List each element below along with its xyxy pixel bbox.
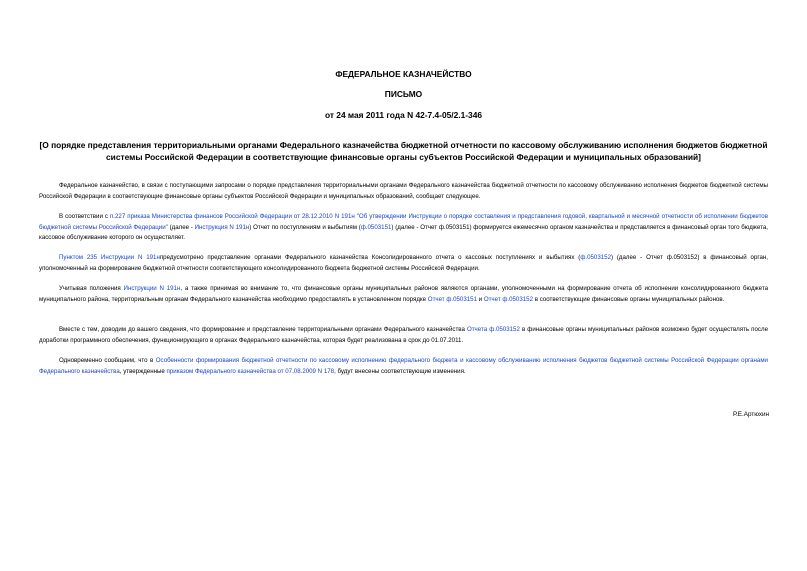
link-item-235-instruction[interactable]: Пунктом 235 Инструкции N 191н [59,254,160,261]
link-order-178[interactable]: приказом Федерального казначейства от 07.08.2009 N 178 [166,367,335,375]
p6-text-2: , утвержденные [119,367,167,375]
paragraph-software-update [39,325,768,346]
paragraph-municipal-districts [39,284,768,305]
p3-text-1: предусмотрено представление органами Федерального казначейства Консолидированного отчета о кассовых поступлениях и выбытиях ( [159,254,581,261]
signatory-name: Р.Е.Артюхин [733,411,769,418]
paragraph-intro [39,181,768,202]
link-reporting-specifics[interactable]: Особенности формирования бюджетной отчетности по кассовому исполнению федерального бюджета и кассовому обслуживанию исполнения бюджетов бюджетной системы Российской Федерации органами Федерального казначейства [39,357,768,375]
paragraph-form-0503151 [39,212,768,244]
p4-text-1: Учитывая положения [59,285,124,292]
link-report-0503152[interactable]: Отчет ф.0503152 [483,295,534,303]
p3-text-2: ) (далее - Отчет ф.0503152) в финансовый орган, уполномоченный на формирование бюджетной отчетности соответствующего консолидированного бюджета бюджетной системы Российской Федерации. [39,254,768,272]
p5-text-2: в финансовые органы муниципальных районов возможно будет осуществлять после доработки программного обеспечения, функционирующего в органах Федерального казначейства, которая будет реализована в срок до 01.07.2011. [39,326,768,344]
link-order-191n-item-227[interactable]: п.227 приказа Министерства финансов Российской Федерации от 28.12.2010 N 191н "Об утверждении Инструкции о порядке составления и представления годовой, квартальной и месячной отчетности об исполнении бюджетов бюджетной системы Российской Федерации" [39,213,768,231]
paragraph-amendments [39,356,768,377]
p4-text-4: в соответствующие финансовые органы муниципальных районов. [533,295,725,303]
p6-text-3: , будут внесены соответствующие изменения. [334,367,466,375]
p2-text-3: ) Отчет по поступлениям и выбытиям ( [249,223,361,231]
p2-text-4: ) (далее - Отчет ф.0503151) формируется ежемесячно органом казначейства и представляется в финансовый орган того бюджета, кассовое обслуживание которого он осуществляет. [39,223,768,241]
agency-heading: ФЕДЕРАЛЬНОЕ КАЗНАЧЕЙСТВО [335,69,472,79]
link-form-0503151[interactable]: ф.0503151 [360,223,392,231]
p2-text-1: В соответствии с [59,213,110,220]
link-instruction-191n-2[interactable]: Инструкции N 191н [123,285,181,292]
link-form-0503152[interactable]: ф.0503152 [580,254,611,261]
p6-text-1: Одновременно сообщаем, что в [59,357,156,364]
p2-text-2: (далее - [167,223,195,231]
link-instruction-191n[interactable]: Инструкция N 191н [194,223,250,231]
document-type-heading: ПИСЬМО [384,89,423,99]
paragraph-form-0503152 [39,253,768,274]
p4-text-3: и [476,295,484,303]
p5-text-1: Вместе с тем, доводим до вашего сведения, что формирование и представление территориальными органами Федерального казначейства [59,326,467,333]
link-report-0503151[interactable]: Отчет ф.0503151 [427,295,477,303]
document-date-number: от 24 мая 2011 года N 42-7.4-05/2.1-346 [324,110,483,120]
document-subject: [О порядке представления территориальными органами Федерального казначейства бюджетной отчетности по кассовому обслуживанию исполнения бюджетов бюджетной системы Российской Федерации в соответствующие финансовые органы субъектов Российской Федерации и муниципальных образований] [39,140,768,162]
paragraph-intro-text: Федеральное казначейство, в связи с поступающими запросами о порядке представления территориальными органами Федерального казначейства бюджетной отчетности по кассовому обслуживанию исполнения бюджетов бюджетной системы Российской Федерации в соответствующие финансовые органы субъектов Российской Федерации и муниципальных образований, сообщает следующее. [39,182,768,200]
p4-text-2: , а также принимая во внимание то, что финансовые органы муниципальных районов являются органами, уполномоченными на формирование отчета об исполнении консолидированного бюджета муниципального района, территориальным органам Федерального казначейства необходимо предоставлять в установленном порядке [39,285,769,303]
link-report-0503152-2[interactable]: Отчета ф.0503152 [466,326,520,333]
